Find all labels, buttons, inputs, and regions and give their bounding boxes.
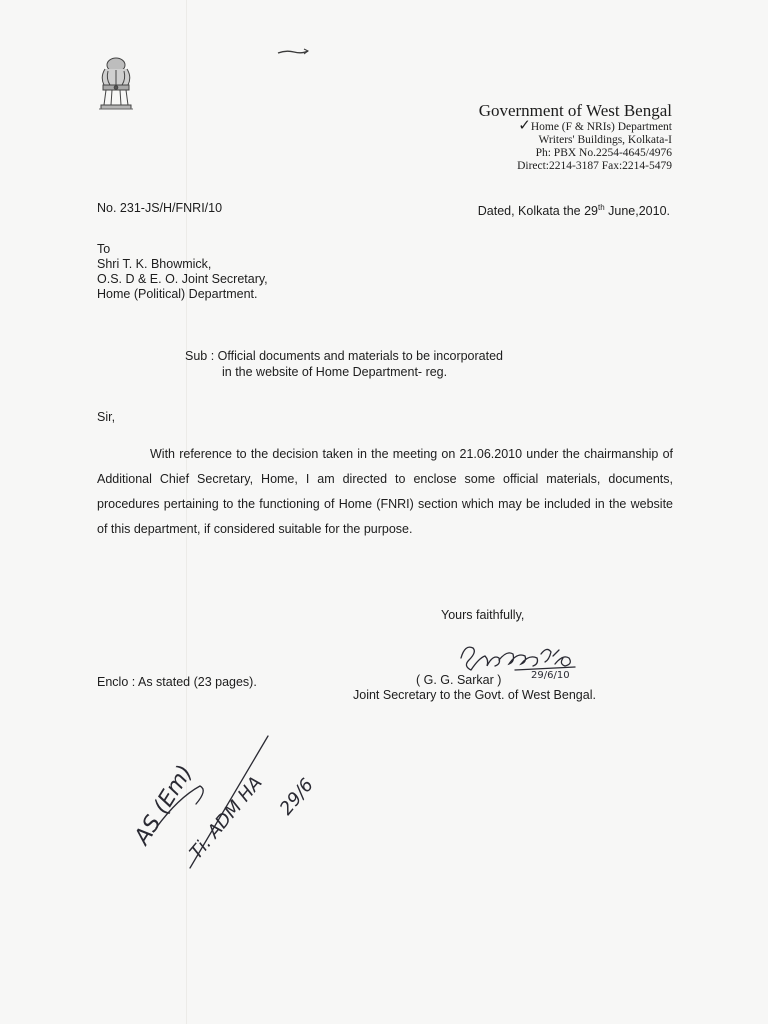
letterhead-direct-fax: Direct:2214-3187 Fax:2214-5479 [517,160,672,172]
letterhead-phone: Ph: PBX No.2254-4645/4976 [535,147,672,159]
letterhead-department-text: Home (F & NRIs) Department [530,121,672,133]
note-line-1: AS (Em) [129,760,198,850]
pen-dash-mark [276,46,310,58]
signatory-name: ( G. G. Sarkar ) [416,673,502,687]
addressee-name: Shri T. K. Bhowmick, [97,257,212,271]
letterhead-title: Government of West Bengal [478,101,672,120]
handwritten-note [129,728,368,878]
tick-mark-icon: ✓ [518,118,531,134]
salutation: Sir, [97,410,116,424]
enclosure-note: Enclo : As stated (23 pages). [97,675,257,689]
addressee-block [97,242,268,302]
subject-line-1: Sub : Official documents and materials to be incorporated [185,349,503,363]
subject-line-2: in the website of Home Department- reg. [222,365,448,379]
state-emblem-icon [92,55,140,115]
date-suffix: June,2010. [604,204,670,219]
date-prefix: Dated, Kolkata the 29 [477,204,598,219]
addressee-position: O.S. D & E. O. Joint Secretary, [97,272,268,286]
addressee-department: Home (Political) Department. [97,287,258,301]
note-line-3: 29/6 [275,774,318,820]
body-paragraph: With reference to the decision taken in the meeting on 21.06.2010 under the chairmanship of Additional Chief Secretary, Home, I am directed to enclose some official materials, documents, procedures pertaining to the functioning of Home (FNRI) section which may be included in the website of this department, if considered suitable for the purpose. [97,447,673,536]
letterhead-address: Writers' Buildings, Kolkata-I [538,134,672,146]
letter-date [478,200,670,219]
date-ordinal: th [597,203,605,212]
signatory-designation: Joint Secretary to the Govt. of West Bengal. [353,688,596,702]
letterhead-department [479,120,672,134]
letterhead [479,101,672,173]
reference-number: No. 231-JS/H/FNRI/10 [97,201,223,215]
note-line-2: Ti. ADM HA [185,772,267,864]
addressee-to: To [97,242,111,256]
closing: Yours faithfully, [441,608,525,622]
signature-date: 29/6/10 [531,670,570,681]
subject-block [185,348,503,380]
